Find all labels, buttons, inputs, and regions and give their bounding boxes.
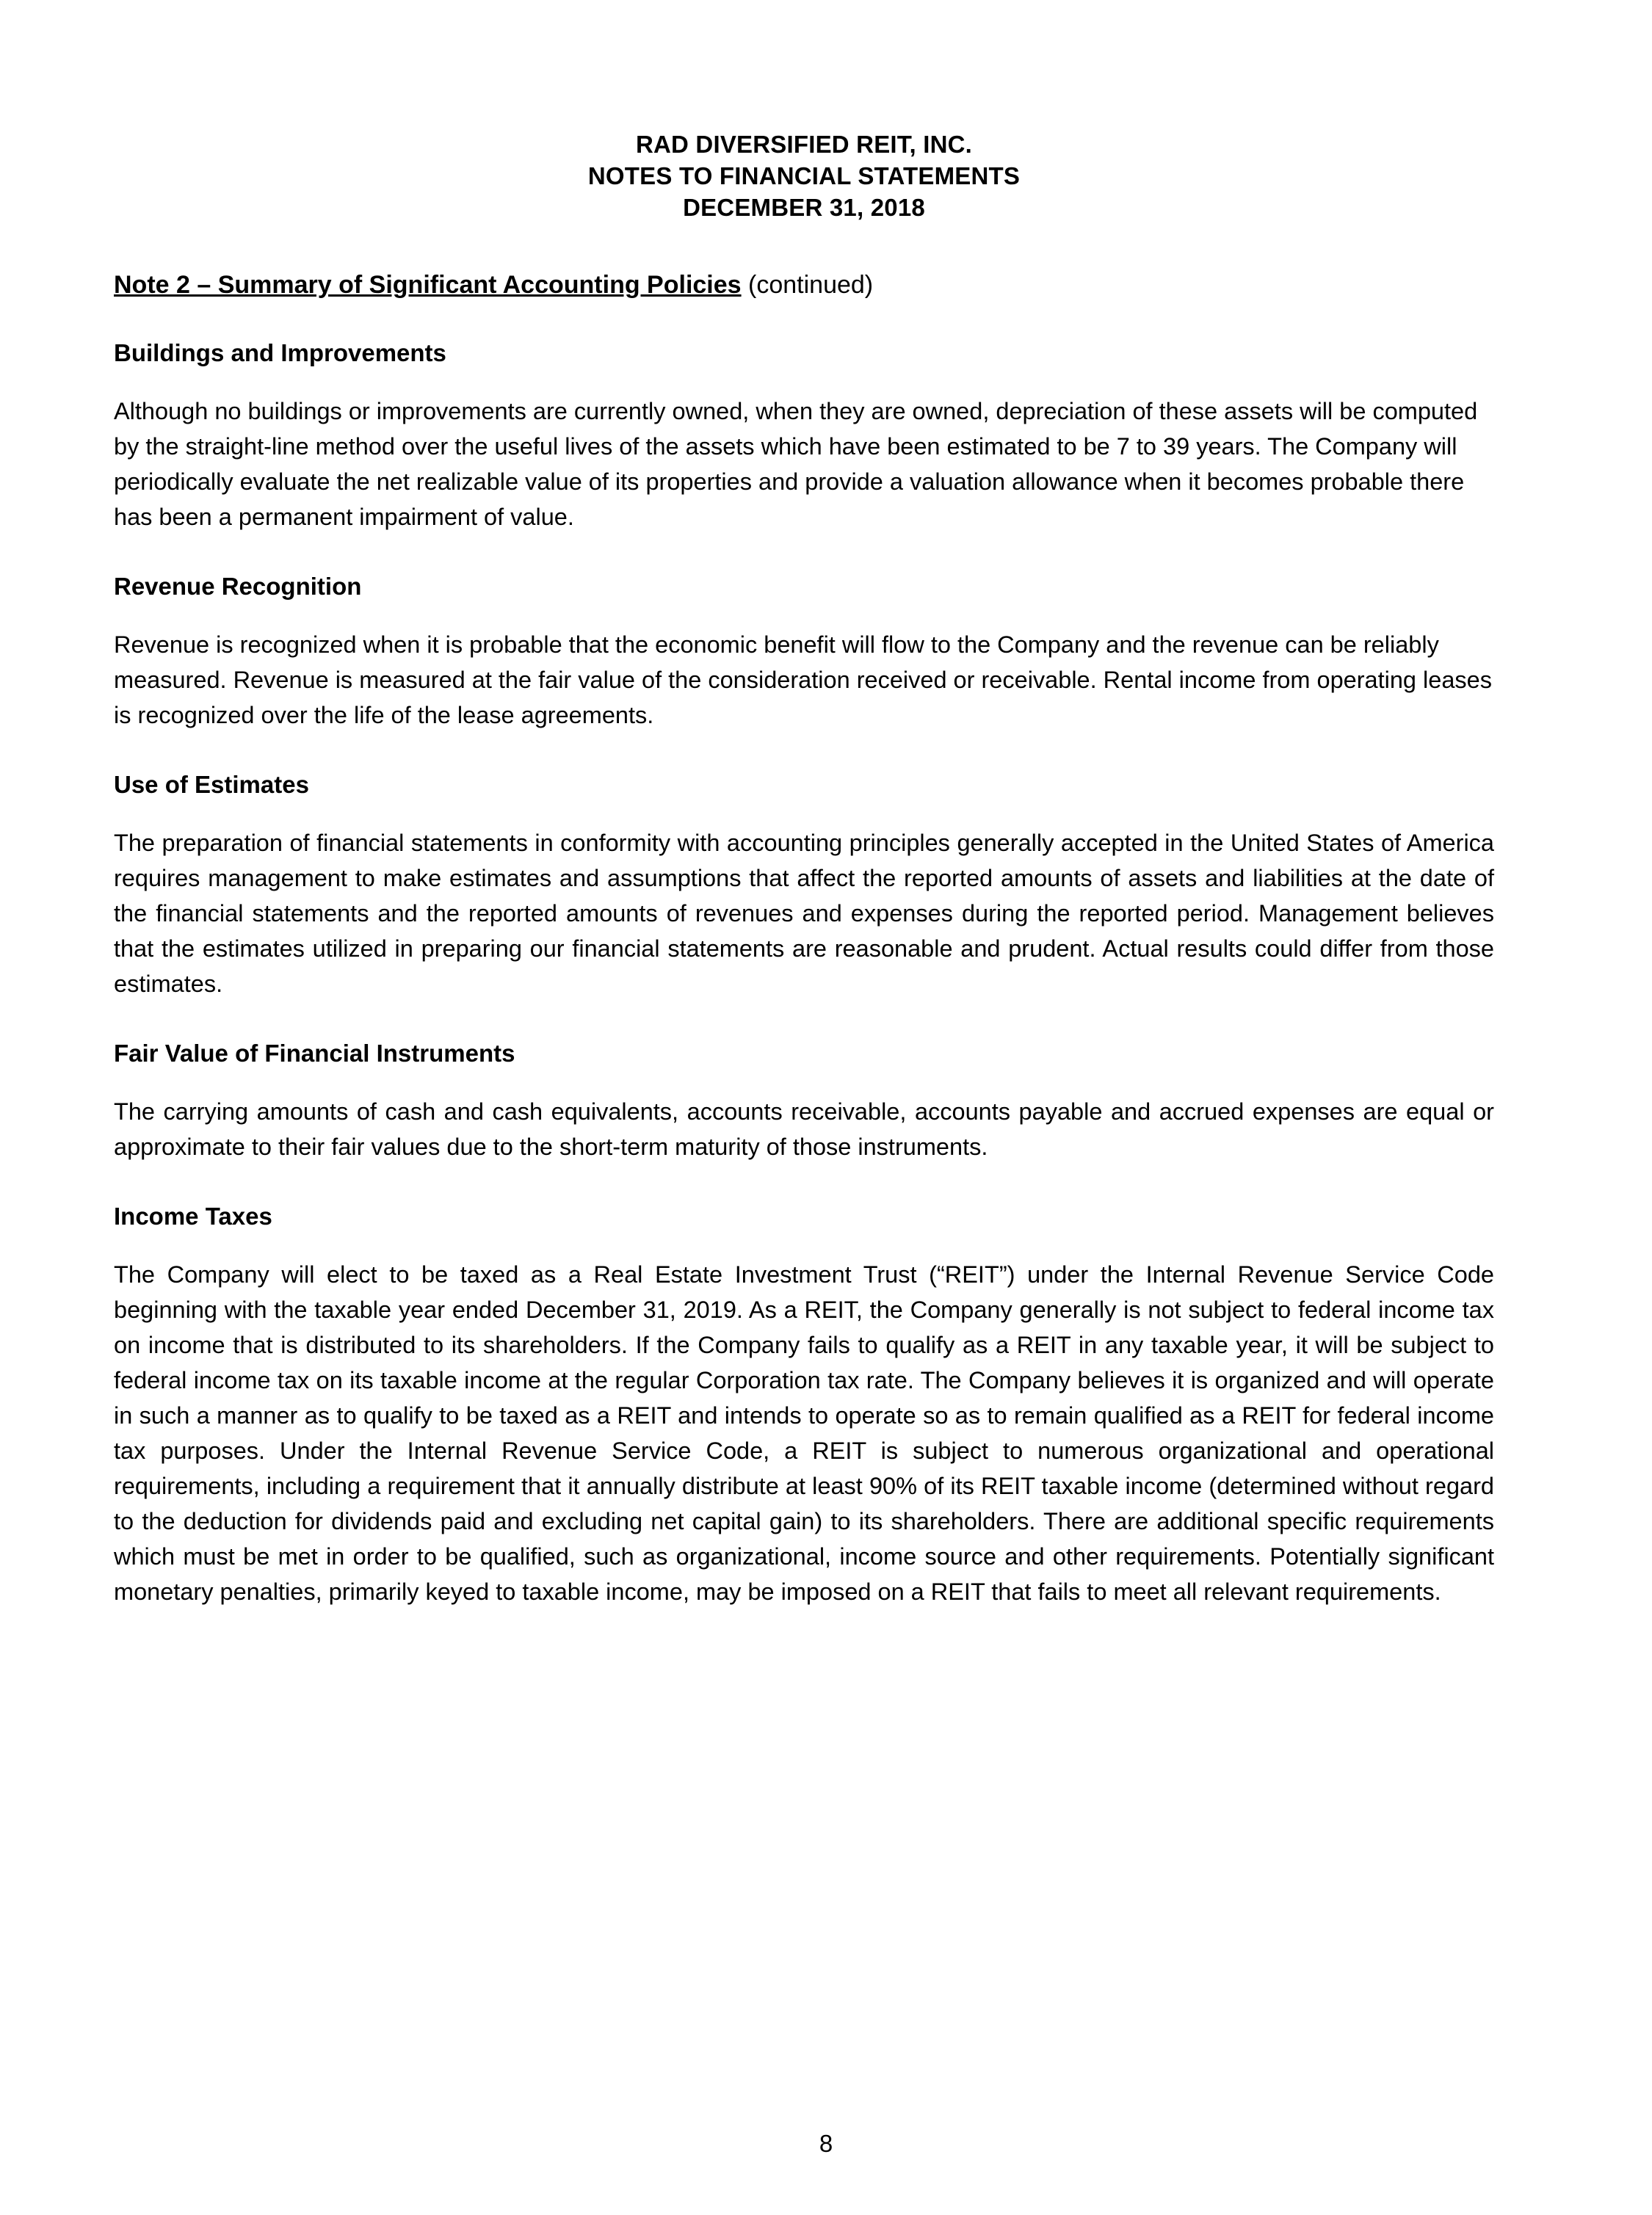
section-body-fair-value-of-financial-instruments: The carrying amounts of cash and cash equivalents, accounts receivable, accounts payable and accrued expenses are equal or approximate to their fair values due to the short-term maturity of those instruments. [114,1098,1494,1160]
section-body-income-taxes: The Company will elect to be taxed as a Real Estate Investment Trust (“REIT”) under the Internal Revenue Service Code beginning with the taxable year ended December 31, 2019. As a REIT, the Company generally is not subject to federal income tax on income that is distributed to its shareholders. If the Company fails to qualify as a REIT in any taxable year, it will be subject to federal income tax on its taxable income at the regular Corporation tax rate. The Company believes it is organized and will operate in such a manner as to qualify to be taxed as a REIT and intends to operate so as to remain qualified as a REIT for federal income tax purposes. Under the Internal Revenue Service Code, a REIT is subject to numerous organizational and operational requirements, including a requirement that it annually distribute at least 90% of its REIT taxable income (determined without regard to the deduction for dividends paid and excluding net capital gain) to its shareholders. There are additional specific requirements which must be met in order to be qualified, such as organizational, income source and other requirements. Potentially significant monetary penalties, primarily keyed to taxable income, may be imposed on a REIT that fails to meet all relevant requirements. [114,1261,1494,1605]
document-date: DECEMBER 31, 2018 [683,194,925,221]
section-heading-use-of-estimates: Use of Estimates [114,771,309,798]
note-continued-label: (continued) [741,271,874,299]
document-header [114,128,1494,223]
note-title: Note 2 – Summary of Significant Accounting Policies [114,271,742,299]
section-body-buildings-and-improvements: Although no buildings or improvements are currently owned, when they are owned, depreciation of these assets will be computed by the straight-line method over the useful lives of the assets which have been estimated to be 7 to 39 years. The Company will periodically evaluate the net realizable value of its properties and provide a valuation allowance when it becomes probable there has been a permanent impairment of value. [114,398,1478,530]
section-heading-buildings-and-improvements: Buildings and Improvements [114,339,446,366]
section-heading-income-taxes: Income Taxes [114,1203,272,1230]
company-name: RAD DIVERSIFIED REIT, INC. [635,131,973,158]
section-body-revenue-recognition: Revenue is recognized when it is probable that the economic benefit will flow to the Company and the revenue can be reliably measured. Revenue is measured at the fair value of the consideration received or receivable. Rental income from operating leases is recognized over the life of the lease agreements. [114,631,1492,728]
section-body-use-of-estimates: The preparation of financial statements in conformity with accounting principles generally accepted in the United States of America requires management to make estimates and assumptions that affect the reported amounts of assets and liabilities at the date of the financial statements and the reported amounts of revenues and expenses during the reported period. Management believes that the estimates utilized in preparing our financial statements are reasonable and prudent. Actual results could differ from those estimates. [114,830,1494,997]
note-heading [114,269,1494,301]
section-heading-revenue-recognition: Revenue Recognition [114,573,362,600]
page-number: 8 [819,2130,833,2157]
section-heading-fair-value-of-financial-instruments: Fair Value of Financial Instruments [114,1040,515,1067]
document-title: NOTES TO FINANCIAL STATEMENTS [587,162,1021,189]
